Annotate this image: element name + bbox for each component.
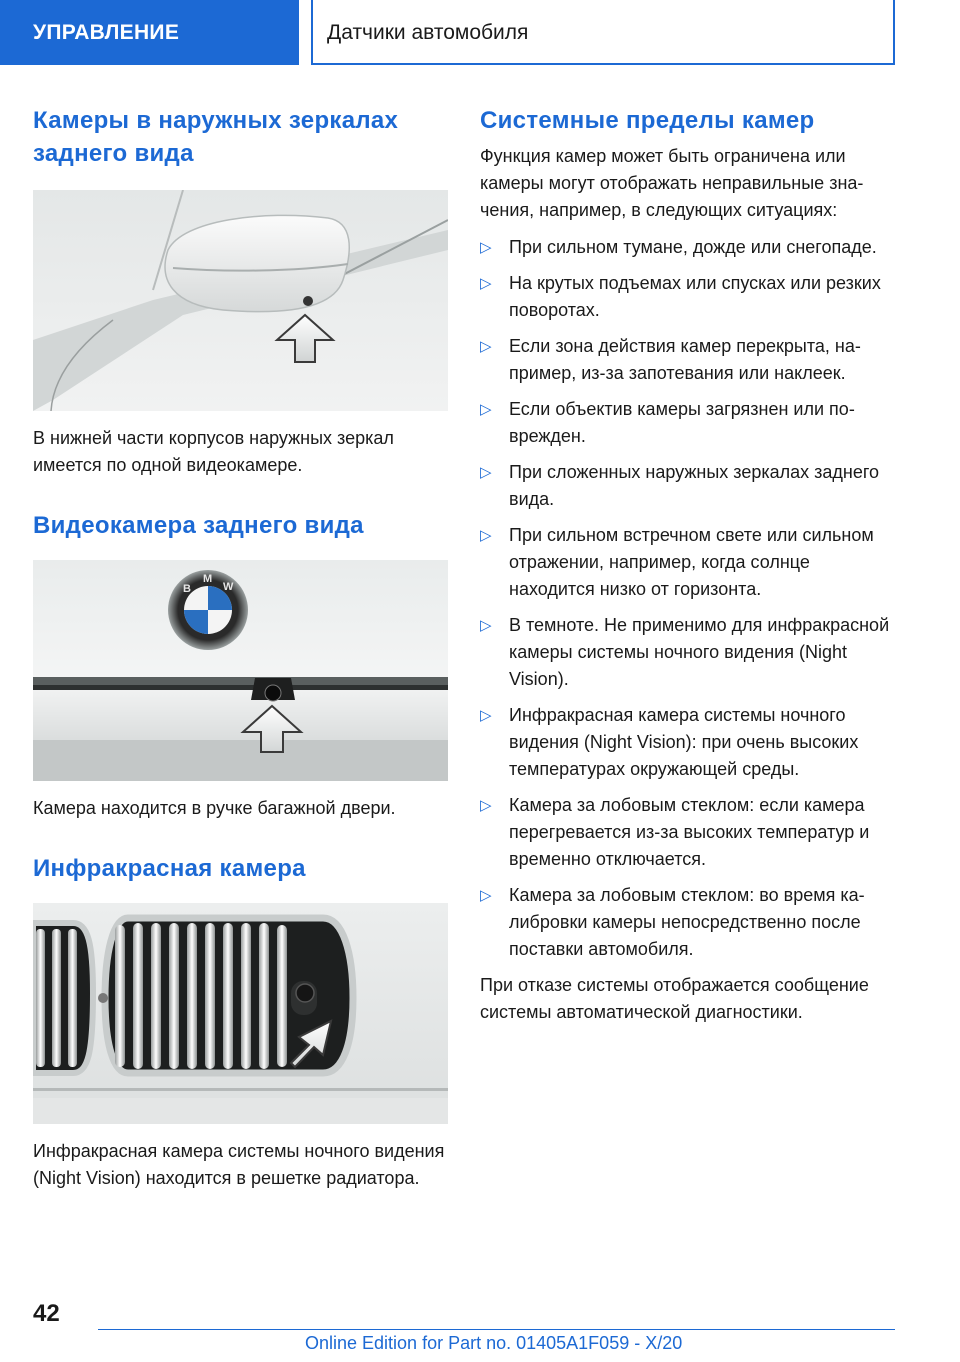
bmw-logo-letter: W <box>223 581 234 593</box>
triangle-bullet-icon: ▷ <box>480 275 492 292</box>
bmw-logo-letter: M <box>203 573 213 585</box>
triangle-bullet-icon: ▷ <box>480 887 492 904</box>
list-item: ▷ Камера за лобовым стеклом: во время калибровки камеры непосредственно после поставки автомобиля. <box>480 882 900 963</box>
caption-mirror: В нижней части корпусов наружных зеркал имеется по одной видеокамере. <box>33 428 394 475</box>
heading-system-limits: Системные пределы камер <box>480 107 815 134</box>
intro-paragraph: Функция камер может быть ограничена или камеры могут отображать неправильные значения, например, в следующих ситуациях: <box>480 146 864 220</box>
heading-ir-camera: Инфракрасная камера <box>33 855 306 882</box>
list-item: ▷ На крутых подъемах или спусках или резких поворотах. <box>480 270 900 324</box>
left-column <box>33 104 448 1192</box>
list-item: ▷ Инфракрасная камера системы ночного видения (Night Vision): при очень высоких температурах окружающей среды. <box>480 702 900 783</box>
footer-edition: Online Edition for Part no. 01405A1F059 - X/20 <box>305 1333 683 1353</box>
figure-mirror-camera <box>33 190 448 411</box>
page-number: 42 <box>33 1300 60 1327</box>
chapter-title: Датчики автомобиля <box>311 0 895 65</box>
caption-rear: Камера находится в ручке багажной двери. <box>33 798 396 818</box>
triangle-bullet-icon: ▷ <box>480 239 492 256</box>
caption-ir: Инфракрасная камера системы ночного видения (Night Vision) находится в решетке радиатора. <box>33 1141 445 1188</box>
triangle-bullet-icon: ▷ <box>480 401 492 418</box>
triangle-bullet-icon: ▷ <box>480 797 492 814</box>
triangle-bullet-icon: ▷ <box>480 707 492 724</box>
list-item: ▷ Камера за лобовым стеклом: если камера перегревается из-за высоких температур и временно отключается. <box>480 792 900 873</box>
list-item: ▷ При сложенных наружных зеркалах заднего вида. <box>480 459 900 513</box>
bmw-logo-letter: B <box>183 583 191 595</box>
list-item: ▷ Если объектив камеры загрязнен или поврежден. <box>480 396 900 450</box>
triangle-bullet-icon: ▷ <box>480 464 492 481</box>
triangle-bullet-icon: ▷ <box>480 527 492 544</box>
list-item: ▷ При сильном встречном свете или сильном отражении, например, когда солнце находится низко от горизонта. <box>480 522 900 603</box>
list-item: ▷ В темноте. Не применимо для инфракрасной камеры системы ночного видения (Night Vision). <box>480 612 900 693</box>
triangle-bullet-icon: ▷ <box>480 617 492 634</box>
figure-ir-camera <box>33 903 448 1124</box>
right-column <box>480 104 900 1026</box>
figure-rear-camera <box>33 560 448 781</box>
outro-paragraph: При отказе системы отображается сообщение системы автоматической диагностики. <box>480 975 869 1022</box>
section-tab: УПРАВЛЕНИЕ <box>0 0 299 65</box>
triangle-bullet-icon: ▷ <box>480 338 492 355</box>
list-item: ▷ Если зона действия камер перекрыта, например, из-за запотевания или наклеек. <box>480 333 900 387</box>
heading-rear-camera: Видеокамера заднего вида <box>33 512 364 539</box>
list-item: ▷ При сильном тумане, дожде или снегопаде. <box>480 234 900 261</box>
heading-mirror-cameras: Камеры в наружных зеркалах заднего вида <box>33 107 399 167</box>
limits-list <box>480 234 900 963</box>
footer-divider <box>98 1329 895 1330</box>
